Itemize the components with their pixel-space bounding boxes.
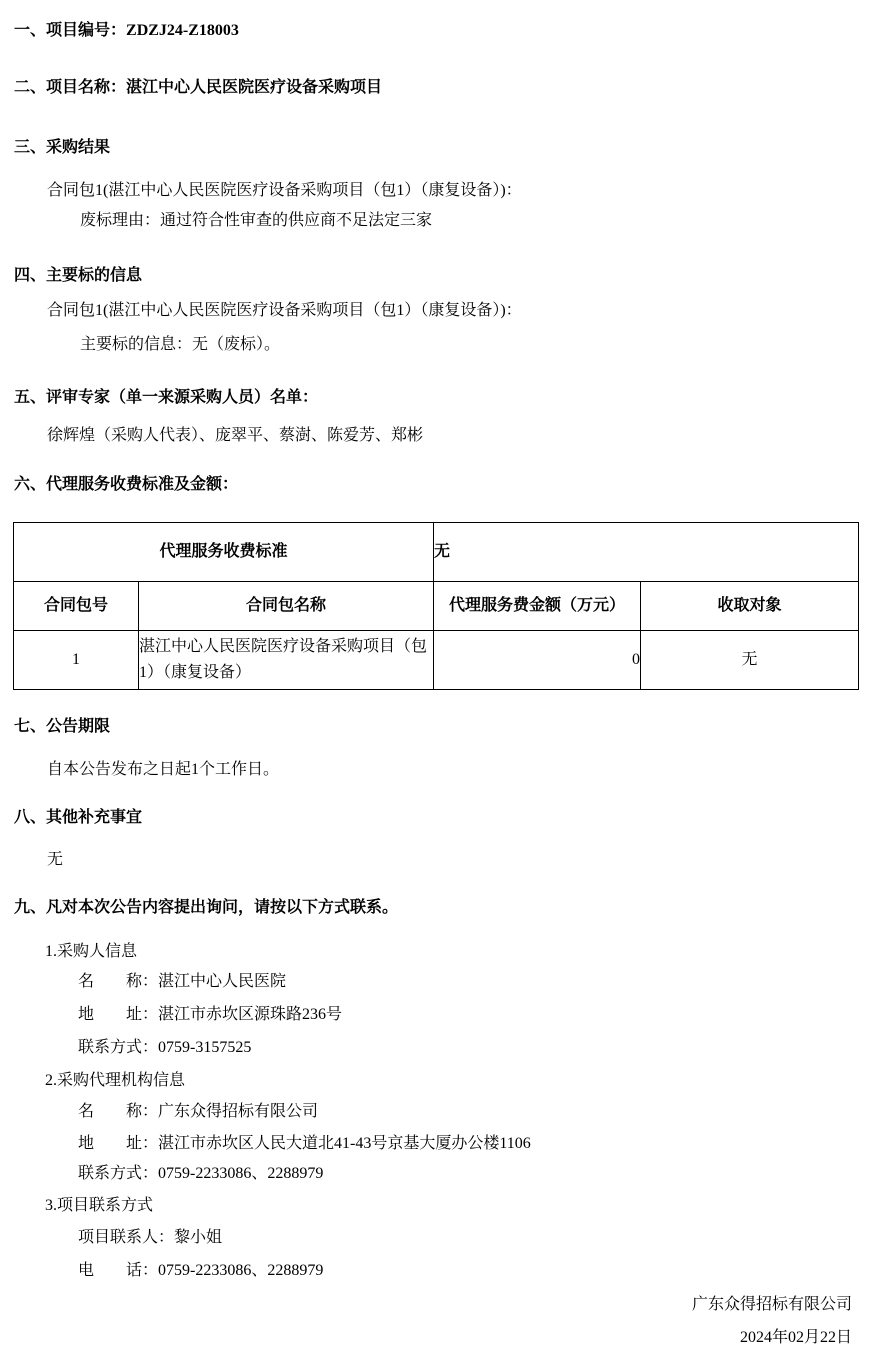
agency-phone-value: 0759-2233086、2288979: [158, 1165, 324, 1182]
col-header-package-name: 合同包名称: [139, 582, 434, 631]
footer-company: 广东众得招标有限公司: [691, 1296, 852, 1313]
reason-value: 通过符合性审查的供应商不足法定三家: [160, 212, 433, 229]
project-contact-title: 3.项目联系方式: [45, 1197, 154, 1214]
main-subject-info-value: 无（废标）。: [192, 336, 281, 353]
agency-name-line: [78, 1103, 318, 1121]
agency-phone-line: [78, 1165, 323, 1183]
project-name-line: [14, 79, 382, 97]
procurement-result-reason-line: [80, 212, 432, 230]
other-matters-content: 无: [47, 851, 64, 868]
purchaser-address-line: [78, 1006, 342, 1024]
agency-fee-table: [13, 522, 859, 690]
agency-fee-heading: 六、代理服务收费标准及金额：: [14, 476, 239, 493]
procurement-result-package-line: 合同包1(湛江中心人民医院医疗设备采购项目（包1）（康复设备）)：: [47, 182, 522, 199]
experts-heading: 五、评审专家（单一来源采购人员）名单：: [14, 389, 319, 406]
fee-standard-row: [14, 523, 859, 582]
main-subject-info-line: [80, 336, 280, 354]
other-matters-heading: 八、其他补充事宜: [14, 809, 143, 826]
cell-charge-target: 无: [641, 631, 859, 690]
project-number-value: ZDZJ24-Z18003: [126, 22, 239, 39]
announcement-period-heading: 七、公告期限: [14, 718, 111, 735]
procurement-result-heading: 三、采购结果: [14, 139, 111, 156]
project-number-label: 一、项目编号：: [14, 22, 127, 39]
purchaser-phone-line: [78, 1039, 251, 1057]
cell-package-no: 1: [14, 631, 139, 690]
col-header-package-no: 合同包号: [14, 582, 139, 631]
agency-name-value: 广东众得招标有限公司: [158, 1103, 319, 1120]
purchaser-name-line: [78, 973, 286, 991]
project-number-line: [14, 22, 239, 40]
agency-address-label: 地 址：: [78, 1135, 159, 1152]
main-subject-package-line: 合同包1(湛江中心人民医院医疗设备采购项目（包1）（康复设备）)：: [47, 302, 522, 319]
fee-table-data-row: [14, 631, 859, 690]
project-contact-phone-line: [78, 1262, 323, 1280]
main-subject-info-label: 主要标的信息：: [80, 336, 193, 353]
project-contact-phone-value: 0759-2233086、2288979: [158, 1262, 324, 1279]
announcement-period-content: 自本公告发布之日起1个工作日。: [47, 761, 280, 778]
project-contact-person-label: 项目联系人：: [78, 1229, 175, 1246]
cell-package-name: 湛江中心人民医院医疗设备采购项目（包1）（康复设备）: [139, 631, 434, 690]
purchaser-name-label: 名 称：: [78, 973, 159, 990]
reason-label: 废标理由：: [80, 212, 161, 229]
purchaser-phone-label: 联系方式：: [78, 1039, 159, 1056]
agency-address-line: [78, 1135, 531, 1153]
fee-table-header-row: [14, 582, 859, 631]
agency-name-label: 名 称：: [78, 1103, 159, 1120]
purchaser-phone-value: 0759-3157525: [158, 1039, 252, 1056]
project-name-value: 湛江中心人民医院医疗设备采购项目: [126, 79, 383, 96]
fee-standard-label-cell: 代理服务收费标准: [14, 523, 434, 582]
project-contact-person-value: 黎小姐: [174, 1229, 223, 1246]
purchaser-address-value: 湛江市赤坎区源珠路236号: [158, 1006, 343, 1023]
col-header-charge-target: 收取对象: [641, 582, 859, 631]
project-name-label: 二、项目名称：: [14, 79, 127, 96]
purchaser-name-value: 湛江中心人民医院: [158, 973, 287, 990]
project-contact-phone-label: 电 话：: [78, 1262, 159, 1279]
main-subject-heading: 四、主要标的信息: [14, 267, 143, 284]
cell-fee-amount: 0: [434, 631, 641, 690]
footer-date: 2024年02月22日: [739, 1329, 852, 1346]
fee-standard-value-cell: 无: [434, 523, 859, 582]
agency-info-title: 2.采购代理机构信息: [45, 1072, 186, 1089]
project-contact-person-line: [78, 1229, 222, 1247]
purchaser-address-label: 地 址：: [78, 1006, 159, 1023]
purchaser-info-title: 1.采购人信息: [45, 943, 138, 960]
experts-names: 徐辉煌（采购人代表）、庞翠平、蔡澍、陈爱芳、郑彬: [47, 427, 424, 444]
col-header-fee-amount: 代理服务费金额（万元）: [434, 582, 641, 631]
agency-phone-label: 联系方式：: [78, 1165, 159, 1182]
contact-heading: 九、凡对本次公告内容提出询问，请按以下方式联系。: [14, 899, 399, 916]
agency-address-value: 湛江市赤坎区人民大道北41-43号京基大厦办公楼1106: [158, 1135, 531, 1152]
